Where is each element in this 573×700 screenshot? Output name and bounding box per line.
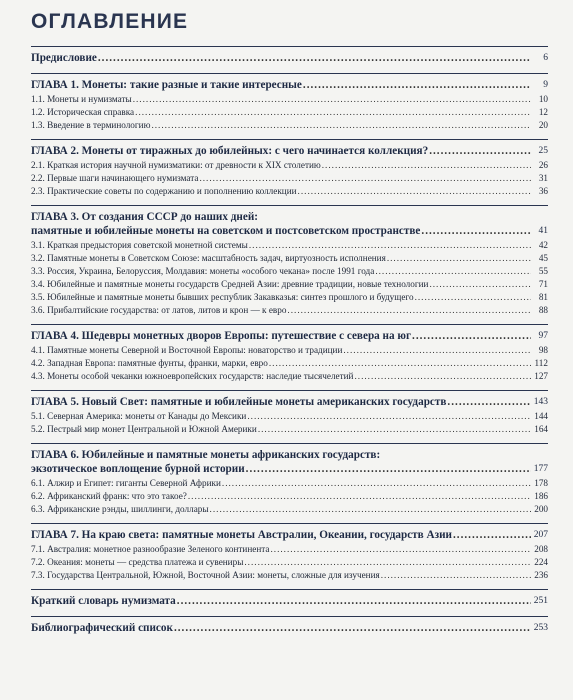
dot-leader — [343, 344, 531, 356]
page-number: 26 — [538, 160, 548, 170]
page-number: 186 — [534, 491, 548, 501]
page-number: 98 — [538, 345, 548, 355]
entry-label: 3.3. Россия, Украина, Белоруссия, Молдавия: монеты «особого чекана» после 1991 года — [31, 266, 375, 276]
entry-label: 3.2. Памятные монеты в Советском Союзе: масштабность задач, виртуозность исполнения — [31, 253, 386, 263]
subsection-entry[interactable] — [31, 265, 548, 277]
dot-leader — [287, 304, 531, 316]
subsection-entry[interactable] — [31, 503, 548, 515]
dot-leader — [447, 395, 531, 409]
entry-label: 3.6. Прибалтийские государства: от латов, литов и крон — к евро — [31, 305, 287, 315]
dot-leader — [188, 490, 531, 502]
page-number: 10 — [538, 94, 548, 104]
page-number: 81 — [538, 292, 548, 302]
dot-leader — [210, 503, 531, 515]
chapter-heading-line: ГЛАВА 6. Юбилейные и памятные монеты африканских государств: — [31, 449, 381, 461]
chapter-heading-line: ГЛАВА 3. От создания СССР до наших дней: — [31, 211, 258, 223]
subsection-entry[interactable] — [31, 410, 548, 422]
subsection-entry[interactable] — [31, 119, 548, 131]
chapter-entry[interactable] — [31, 395, 548, 409]
dot-leader — [429, 144, 531, 158]
page-number: 200 — [534, 504, 548, 514]
subsection-entry[interactable] — [31, 304, 548, 316]
table-of-contents — [31, 46, 548, 643]
entry-label: 2.2. Первые шаги начинающего нумизмата — [31, 173, 199, 183]
subsection-entry[interactable] — [31, 569, 548, 581]
dot-leader — [381, 569, 531, 581]
page-number: 42 — [538, 240, 548, 250]
subsection-entry[interactable] — [31, 252, 548, 264]
entry-label: ГЛАВА 5. Новый Свет: памятные и юбилейные монеты американских государств — [31, 396, 447, 408]
entry-label: 7.3. Государства Центральной, Южной, Восточной Азии: монеты, сложные для изучения — [31, 570, 380, 580]
page-number: 45 — [538, 253, 548, 263]
subsection-entry[interactable] — [31, 556, 548, 568]
subsection-entry[interactable] — [31, 159, 548, 171]
dot-leader — [258, 423, 531, 435]
dot-leader — [98, 51, 531, 65]
page-number: 177 — [533, 464, 548, 474]
dot-leader — [222, 477, 531, 489]
dot-leader — [387, 252, 531, 264]
subsection-entry[interactable] — [31, 423, 548, 435]
dot-leader — [412, 329, 531, 343]
dot-leader — [421, 224, 531, 238]
page-number: 36 — [538, 186, 548, 196]
page-number: 25 — [538, 146, 548, 156]
subsection-entry[interactable] — [31, 344, 548, 356]
dot-leader — [244, 556, 531, 568]
dot-leader — [133, 93, 531, 105]
page-number: 97 — [538, 331, 548, 341]
page-number: 9 — [543, 80, 548, 90]
page-number: 164 — [534, 424, 548, 434]
entry-label: экзотическое воплощение бурной истории — [31, 463, 245, 475]
toc-section — [31, 390, 548, 435]
toc-section — [31, 589, 548, 608]
subsection-entry[interactable] — [31, 278, 548, 290]
entry-label: ГЛАВА 7. На краю света: памятные монеты Австралии, Океании, государств Азии — [31, 529, 452, 541]
toc-section — [31, 443, 548, 515]
entry-label: 2.1. Краткая история научной нумизматики: от древности к XIX столетию — [31, 160, 321, 170]
chapter-entry[interactable] — [31, 78, 548, 92]
entry-label: 7.1. Австралия: монетное разнообразие Зеленого континента — [31, 544, 270, 554]
entry-label: 1.1. Монеты и нумизматы — [31, 94, 132, 104]
toc-section — [31, 46, 548, 65]
subsection-entry[interactable] — [31, 543, 548, 555]
page-number: 253 — [533, 623, 548, 633]
dot-leader — [151, 119, 531, 131]
chapter-entry[interactable] — [31, 528, 548, 542]
entry-label: 5.2. Пестрый мир монет Центральной и Южной Америки — [31, 424, 257, 434]
dot-leader — [174, 621, 531, 635]
entry-label: 2.3. Практические советы по содержанию и пополнению коллекции — [31, 186, 297, 196]
subsection-entry[interactable] — [31, 239, 548, 251]
dot-leader — [429, 278, 531, 290]
subsection-entry[interactable] — [31, 370, 548, 382]
dot-leader — [247, 410, 531, 422]
entry-label: 4.2. Западная Европа: памятные фунты, франки, марки, евро — [31, 358, 268, 368]
entry-label: 3.5. Юбилейные и памятные монеты бывших республик Закавказья: синтез прошлого и будущего — [31, 292, 414, 302]
page-number: 127 — [534, 371, 548, 381]
chapter-entry[interactable] — [31, 144, 548, 158]
page-number: 178 — [534, 478, 548, 488]
page-number: 41 — [538, 226, 548, 236]
page-number: 6 — [543, 53, 548, 63]
dot-leader — [177, 594, 531, 608]
subsection-entry[interactable] — [31, 477, 548, 489]
entry-label: Библиографический список — [31, 622, 173, 634]
entry-label: 4.3. Монеты особой чеканки южноевропейских государств: наследие тысячелетий — [31, 371, 354, 381]
entry-label: 5.1. Северная Америка: монеты от Канады до Мексики — [31, 411, 247, 421]
dot-leader — [415, 291, 531, 303]
subsection-entry[interactable] — [31, 172, 548, 184]
dot-leader — [453, 528, 531, 542]
entry-label: 3.4. Юбилейные и памятные монеты государств Средней Азии: древние традиции, новые технологии — [31, 279, 429, 289]
subsection-entry[interactable] — [31, 357, 548, 369]
chapter-entry[interactable] — [31, 621, 548, 635]
page-number: 236 — [534, 570, 548, 580]
entry-label: 6.1. Алжир и Египет: гиганты Северной Африки — [31, 478, 221, 488]
dot-leader — [322, 159, 531, 171]
chapter-entry[interactable] — [31, 462, 548, 476]
entry-label: 6.2. Африканский франк: что это такое? — [31, 491, 187, 501]
toc-section — [31, 73, 548, 131]
page-number: 20 — [538, 120, 548, 130]
page-number: 12 — [538, 107, 548, 117]
chapter-entry[interactable] — [31, 51, 548, 65]
entry-label: 1.3. Введение в терминологию — [31, 120, 151, 130]
dot-leader — [303, 78, 531, 92]
chapter-entry[interactable] — [31, 224, 548, 238]
toc-section — [31, 205, 548, 316]
toc-section — [31, 523, 548, 581]
dot-leader — [249, 239, 531, 251]
entry-label: Предисловие — [31, 52, 97, 64]
page-number: 224 — [534, 557, 548, 567]
dot-leader — [270, 543, 531, 555]
entry-label: 3.1. Краткая предыстория советской монетной системы — [31, 240, 248, 250]
dot-leader — [375, 265, 531, 277]
page-number: 143 — [533, 397, 548, 407]
dot-leader — [135, 106, 531, 118]
subsection-entry[interactable] — [31, 106, 548, 118]
chapter-entry[interactable] — [31, 329, 548, 343]
entry-label: ГЛАВА 4. Шедевры монетных дворов Европы: путешествие с севера на юг — [31, 330, 412, 342]
page-number: 31 — [538, 173, 548, 183]
page-number: 208 — [534, 544, 548, 554]
dot-leader — [199, 172, 531, 184]
subsection-entry[interactable] — [31, 490, 548, 502]
toc-section — [31, 324, 548, 382]
entry-label: Краткий словарь нумизмата — [31, 595, 176, 607]
dot-leader — [298, 185, 531, 197]
page-number: 71 — [538, 279, 548, 289]
page-number: 112 — [534, 358, 548, 368]
page-number: 144 — [534, 411, 548, 421]
dot-leader — [246, 462, 531, 476]
page-title: ОГЛАВЛЕНИЕ — [31, 10, 189, 33]
page-number: 207 — [533, 530, 548, 540]
subsection-entry[interactable] — [31, 291, 548, 303]
entry-label: ГЛАВА 1. Монеты: такие разные и такие интересные — [31, 79, 302, 91]
entry-label: памятные и юбилейные монеты на советском и постсоветском пространстве — [31, 225, 421, 237]
page-number: 88 — [538, 305, 548, 315]
entry-label: ГЛАВА 2. Монеты от тиражных до юбилейных: с чего начинается коллекция? — [31, 145, 429, 157]
chapter-entry[interactable] — [31, 594, 548, 608]
toc-section — [31, 616, 548, 635]
entry-label: 7.2. Океания: монеты — средства платежа и сувениры — [31, 557, 244, 567]
dot-leader — [269, 357, 531, 369]
page-number: 251 — [533, 596, 548, 606]
subsection-entry[interactable] — [31, 185, 548, 197]
entry-label: 4.1. Памятные монеты Северной и Восточной Европы: новаторство и традиции — [31, 345, 343, 355]
subsection-entry[interactable] — [31, 93, 548, 105]
entry-label: 6.3. Африканские рэнды, шиллинги, доллары — [31, 504, 209, 514]
toc-section — [31, 139, 548, 197]
entry-label: 1.2. Историческая справка — [31, 107, 135, 117]
page-number: 55 — [538, 266, 548, 276]
dot-leader — [354, 370, 531, 382]
